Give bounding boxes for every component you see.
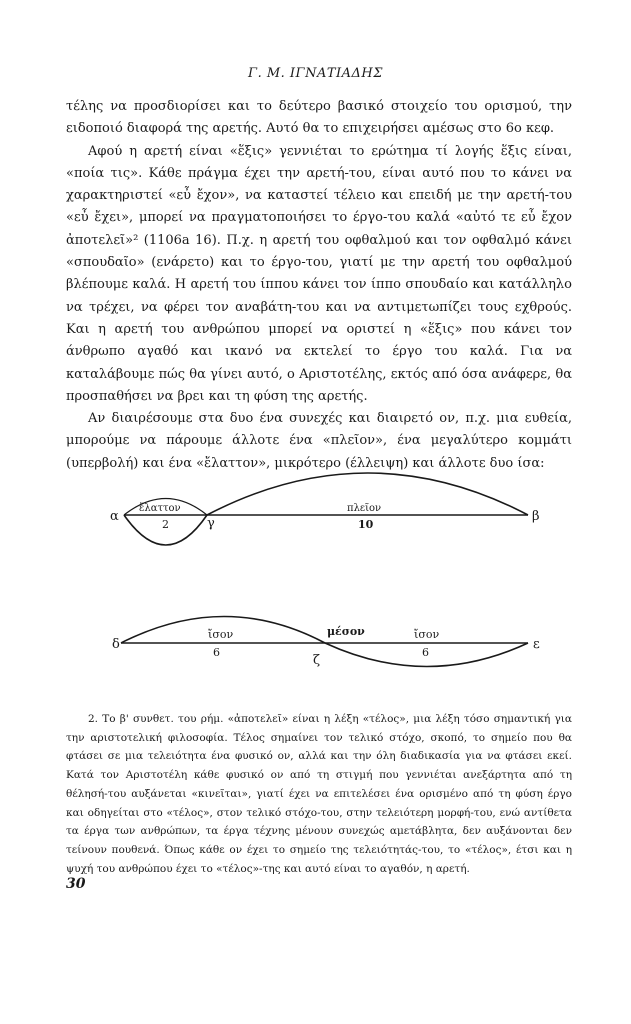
label-smaller: ἔλαττον xyxy=(139,503,181,514)
figure-equal-division xyxy=(112,617,540,669)
label-equal-left: ἴσον xyxy=(208,628,234,641)
value-smaller: 2 xyxy=(162,518,169,531)
point-delta: δ xyxy=(112,637,120,652)
value-equal-left: 6 xyxy=(213,646,220,659)
value-equal-right: 6 xyxy=(422,646,429,659)
page-number: 30 xyxy=(66,876,86,892)
paragraph-1: τέλης να προσδιορίσει και το δεύτερο βασικό στοιχείο του ορισμού, την ειδοποιό διαφορά της αρετής. Αυτό θα το επιχειρήσει αμέσως στο 6ο κεφ. xyxy=(66,99,572,137)
paragraph-2: Αφού η αρετή είναι «ἕξις» γεννιέται το ερώτημα τί λογής ἕξις είναι, «ποία τις». Κάθε πράγμα έχει την αρετή-του, είναι αυτό που το κάνει να χαρακτηριστεί «εὖ ἔχον», να καταστεί τέλειο και επειδή με την αρετή-του «εὖ ἔχει», μπορεί να πραγματοποιήσει το έργο-του καλά «αὐτό τε εὖ ἔχον ἀποτελεῖ»² (1106a 16). Π.χ. η αρετή του οφθαλμού και τον οφθαλμό κάνει «σπουδαῖο» (ενάρετο) και το έργο-του, γιατί με την αρετή του οφθαλμού βλέπουμε καλά. Η αρετή του ίππου κάνει τον ίππο σπουδαίο και κατάλληλο να τρέχει, να φέρει τον αναβάτη-του και να αντιμετωπίζει τους εχθρούς. Και η αρετή του ανθρώπου μπορεί να οριστεί η «ἕξις» που κάνει τον άνθρωπο αγαθό και ικανό να εκτελεί το έργο του καλά. Για να καταλάβουμε πώς θα γίνει αυτό, ο Αριστοτέλης, εκτός από όσα ανάφερε, θα προσπαθήσει να βρει και τη φύση της αρετής. xyxy=(66,143,572,404)
value-larger: 10 xyxy=(358,518,374,531)
footnote-text: 2. Το β' συνθετ. του ρήμ. «ἀποτελεῖ» είναι η λέξη «τέλος», μια λέξη τόσο σημαντική για την αριστοτελική φιλοσοφία. Τέλος σημαίνει τον τελικό στόχο, σκοπό, το σημείο που θα φτάσει σε μια τελειότητα ένα φυσικό ον, αλλά και την όλη διαδικασία για να φτάσει εκεί. Κατά τον Αριστοτέλη κάθε φυσικό ον από τη στιγμή που γεννιέται ανεξάρτητα από τη θέλησή-του αυξάνεται «κινεῖται», γιατί έχει να επιτελέσει ένα ορισμένο από τη φύση έργο και οδηγείται στο «τέλος», στον τελικό στόχο-του, στην τελειότερη μορφή-του, ενώ αντίθετα τα έργα των ανθρώπων, τα έργα τέχνης μένουν συνεχώς αμετάβλητα, δεν αυξάνονται δεν τείνουν πουθενά. Όπως κάθε ον έχει το σημείο της τελειότητάς-του, το «τέλος», έτσι και η ψυχή του ανθρώπου έχει το «τέλος»-της και αυτό είναι το αγαθόν, η αρετή. xyxy=(66,713,572,875)
point-alpha: α xyxy=(110,509,119,524)
point-epsilon: ε xyxy=(533,637,540,652)
footnote xyxy=(66,710,572,878)
label-mean: μέσον xyxy=(327,625,365,638)
label-equal-right: ἴσον xyxy=(414,628,440,641)
point-zeta: ζ xyxy=(313,653,321,668)
point-gamma: γ xyxy=(207,516,215,531)
running-header: Γ. Μ. ΙΓΝΑΤΙΑΔΗΣ xyxy=(248,66,383,81)
point-beta: β xyxy=(532,509,540,524)
paragraph-3: Αν διαιρέσουμε στα δυο ένα συνεχές και διαιρετό ον, π.χ. μια ευθεία, μπορούμε να πάρουμε άλλοτε ένα «πλεῖον», ένα μεγαλύτερο κομμάτι (υπερβολή) και ένα «ἔλαττον», μικρότερο (έλλειψη) και άλλοτε δυο ίσα: xyxy=(66,411,572,471)
label-larger: πλεῖον xyxy=(347,503,382,514)
figure-unequal-division xyxy=(110,473,540,545)
